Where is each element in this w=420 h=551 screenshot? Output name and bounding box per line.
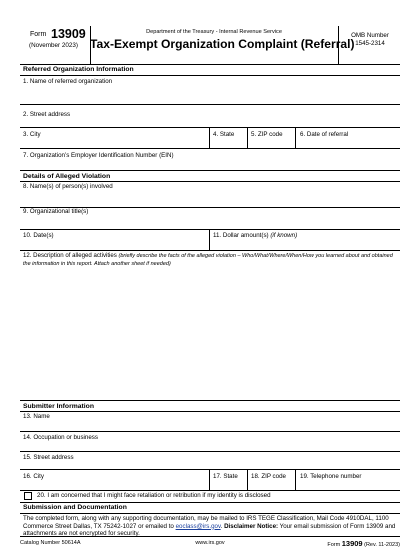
field-submitter-zip[interactable] [247,469,296,490]
field-submitter-name[interactable] [20,412,400,432]
field-organization-name[interactable] [20,76,400,105]
field-label: 4. State [213,131,235,138]
field-label: 19. Telephone number [300,473,362,480]
form-word: Form [30,31,47,38]
catalog-number: Catalog Number 50614A [20,540,81,546]
field-label: 6. Date of referral [300,131,349,138]
field-date-of-referral[interactable] [295,127,401,148]
section-submitter-information: Submitter Information [20,400,400,412]
field-submitter-street-address[interactable] [20,451,400,470]
field-telephone[interactable] [295,469,401,490]
retaliation-checkbox[interactable] [24,492,32,500]
field-label: 14. Occupation or business [23,434,98,441]
field-label: 18. ZIP code [251,473,286,480]
field-ein[interactable] [20,148,400,171]
form-title: Tax-Exempt Organization Complaint (Referral) [90,37,355,51]
row-city-state-zip-date [20,127,400,149]
field-label: 12. Description of alleged activities (briefly describe the facts of the alleged violation – Who/What/Where/When/How you learned about and obtained the information in this report. Attach another sheet if needed) [23,252,393,268]
retaliation-label: 20. I am concerned that I might face retaliation or retribution if my identity is disclosed [37,492,271,499]
section-alleged-violation: Details of Alleged Violation [20,170,400,182]
field-label: 13. Name [23,413,50,420]
form-date: (November 2023) [29,42,78,49]
title-box [90,26,355,64]
footer-form-id: Form 13909 (Rev. 11-2023) [327,539,400,548]
form-id-box [20,26,91,64]
omb-box [338,26,401,64]
field-label: 15. Street address [23,454,74,461]
field-label-city: 3. City [23,131,41,138]
agency-line: Department of the Treasury - Internal Revenue Service [146,29,282,35]
field-label: 8. Name(s) of person(s) involved [23,183,113,190]
field-persons-involved[interactable] [20,182,400,208]
form-number: 13909 [51,27,86,41]
field-street-address[interactable] [20,104,400,128]
field-label: 1. Name of referred organization [23,78,113,85]
submission-instructions: The completed form, along with any supporting documentation, may be mailed to IRS TEGE Classification, Mail Code 4910DAL, 1100 Commerce Street Dallas, TX 75242-1027 or emailed to eoclass@irs.gov. Disclaimer Notice: Your email submission of Form 13909 and attachments are not encrypted for security. [23,515,396,538]
field-label-city: 16. City [23,473,44,480]
field-label: 2. Street address [23,111,71,118]
field-occupation[interactable] [20,431,400,452]
form-header [20,26,400,65]
field-label: 11. Dollar amount(s) (if known) [213,232,298,239]
field-label: 17. State [213,473,238,480]
disclaimer-label: Disclaimer Notice: [224,522,279,530]
row-dates-dollar [20,229,400,251]
field-dollar-amounts[interactable] [209,229,401,250]
field-label: 7. Organization’s Employer Identification Number (EIN) [23,152,174,159]
section-submission-documentation: Submission and Documentation [20,502,400,514]
website: www.irs.gov [195,540,225,546]
field-state[interactable] [209,127,248,148]
omb-number: 1545-2314 [355,40,385,47]
field-label: 9. Organizational title(s) [23,208,89,215]
omb-label: OMB Number [351,32,389,39]
field-zip-code[interactable] [247,127,296,148]
email-link[interactable]: eoclass@irs.gov [175,522,221,530]
irs-form-13909 [20,26,400,548]
field-submitter-state[interactable] [209,469,248,490]
field-organizational-titles[interactable] [20,207,400,230]
field-label-dates: 10. Date(s) [23,232,54,239]
row-submitter-city-state-zip-phone [20,469,400,491]
field-label: 5. ZIP code [251,131,283,138]
section-referred-organization: Referred Organization Information [20,64,400,76]
field-description-of-activities[interactable] [20,250,400,401]
